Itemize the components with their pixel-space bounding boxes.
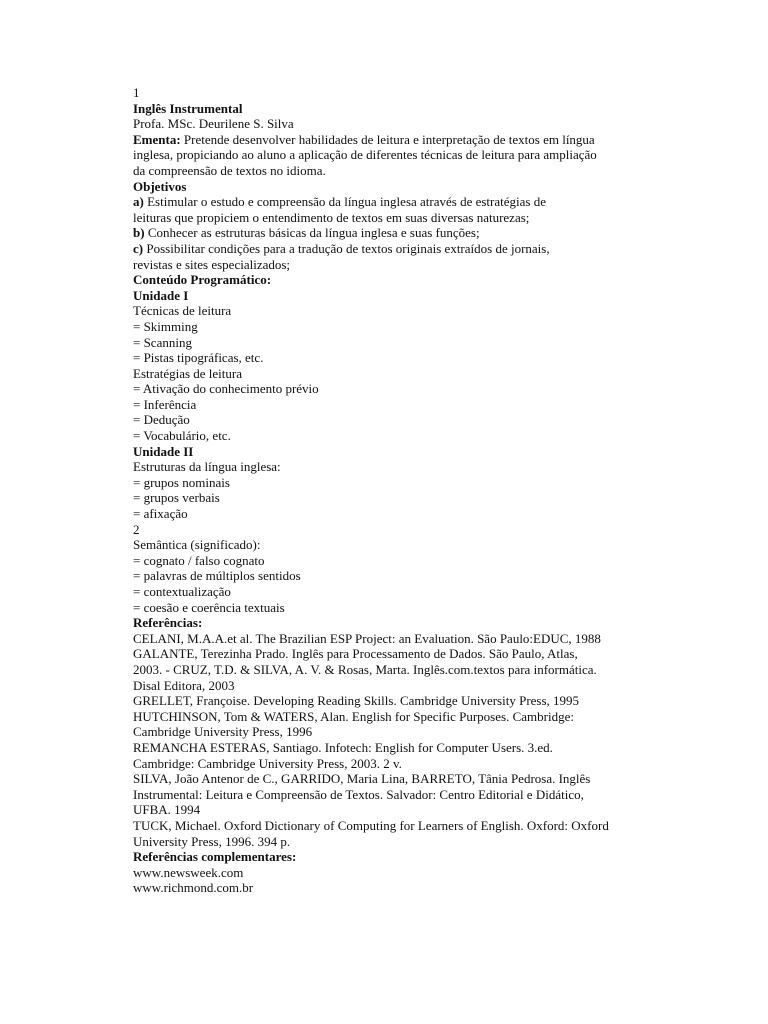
objective-b-label: b) bbox=[133, 225, 145, 241]
ementa-section bbox=[133, 132, 753, 179]
content-line: Técnicas de leitura bbox=[133, 303, 232, 319]
professor-name: Profa. MSc. Deurilene S. Silva bbox=[133, 116, 294, 132]
document-title: Inglês Instrumental bbox=[133, 100, 243, 116]
content-line: Estruturas da língua inglesa: bbox=[133, 459, 281, 475]
reference-line: Cambridge University Press, 1996 bbox=[133, 724, 313, 740]
content-line: = contextualização bbox=[133, 584, 231, 599]
reference-line: Disal Editora, 2003 bbox=[133, 677, 235, 693]
referencias-heading: Referências: bbox=[133, 615, 203, 631]
reference-line: REMANCHA ESTERAS, Santiago. Infotech: English for Computer Users. 3.ed. bbox=[133, 739, 553, 755]
document-page bbox=[133, 85, 753, 896]
reference-line: Cambridge: Cambridge University Press, 2003. 2 v. bbox=[133, 755, 402, 771]
objective-c-text: revistas e sites especializados; bbox=[133, 256, 291, 272]
reference-line: Instrumental: Leitura e Compreensão de Textos. Salvador: Centro Editorial e Didático, bbox=[133, 786, 584, 802]
content-line: Estratégias de leitura bbox=[133, 365, 243, 381]
complementares-heading: Referências complementares: bbox=[133, 849, 297, 865]
content-line: = Scanning bbox=[133, 334, 192, 350]
reference-line: GALANTE, Terezinha Prado. Inglês para Processamento de Dados. São Paulo, Atlas, bbox=[133, 646, 578, 662]
content-line: = grupos nominais bbox=[133, 474, 230, 490]
content-line: = grupos verbais bbox=[133, 490, 220, 506]
page-number: 1 bbox=[133, 85, 140, 100]
objective-b-text: Conhecer as estruturas básicas da língua inglesa e suas funções; bbox=[144, 225, 480, 241]
unidade-1-heading: Unidade I bbox=[133, 287, 189, 303]
content-line: = coesão e coerência textuais bbox=[133, 599, 285, 615]
reference-line: HUTCHINSON, Tom & WATERS, Alan. English for Specific Purposes. Cambridge: bbox=[133, 708, 574, 724]
content-line: = Inferência bbox=[133, 396, 197, 412]
referencias-section bbox=[133, 615, 753, 849]
web-link: www.richmond.com.br bbox=[133, 880, 254, 896]
ementa-text: inglesa, propiciando ao aluno a aplicação de diferentes técnicas de leitura para ampliação bbox=[133, 147, 597, 163]
reference-line: University Press, 1996. 394 p. bbox=[133, 833, 291, 849]
content-line: = Ativação do conhecimento prévio bbox=[133, 381, 319, 397]
web-link: www.newsweek.com bbox=[133, 864, 244, 880]
content-line: = cognato / falso cognato bbox=[133, 552, 265, 568]
unidade-2-heading: Unidade II bbox=[133, 443, 194, 459]
objective-a-text: leituras que propiciem o entendimento de textos em suas diversas naturezas; bbox=[133, 209, 530, 225]
conteudo-heading: Conteúdo Programático: bbox=[133, 272, 272, 288]
reference-line: SILVA, João Antenor de C., GARRIDO, Maria Lina, BARRETO, Tânia Pedrosa. Inglês bbox=[133, 771, 591, 787]
objective-a-text: Estimular o estudo e compreensão da língua inglesa através de estratégias de bbox=[143, 194, 546, 210]
objective-a-label: a) bbox=[133, 194, 144, 210]
content-line: = Skimming bbox=[133, 318, 198, 334]
reference-line: CELANI, M.A.A.et al. The Brazilian ESP Project: an Evaluation. São Paulo:EDUC, 1988 bbox=[133, 630, 601, 646]
content-line: = palavras de múltiplos sentidos bbox=[133, 568, 301, 584]
complementares-section bbox=[133, 849, 753, 896]
reference-line: 2003. - CRUZ, T.D. & SILVA, A. V. & Rosas, Marta. Inglês.com.textos para informática. bbox=[133, 661, 597, 677]
content-line: = Pistas tipográficas, etc. bbox=[133, 350, 264, 366]
reference-line: GRELLET, Françoise. Developing Reading Skills. Cambridge University Press, 1995 bbox=[133, 693, 580, 709]
content-line: = afixação bbox=[133, 506, 188, 522]
objective-c-label: c) bbox=[133, 240, 144, 256]
unidade-2-section bbox=[133, 444, 753, 522]
page-number: 2 bbox=[133, 521, 140, 537]
objetivos-section bbox=[133, 179, 753, 273]
ementa-label: Ementa: bbox=[133, 131, 181, 147]
unidade-1-section bbox=[133, 288, 753, 444]
objetivos-heading: Objetivos bbox=[133, 178, 187, 194]
ementa-text: Pretende desenvolver habilidades de leitura e interpretação de textos em língua bbox=[180, 131, 595, 147]
reference-line: TUCK, Michael. Oxford Dictionary of Computing for Learners of English. Oxford: Oxford bbox=[133, 817, 609, 833]
ementa-text: da compreensão de textos no idioma. bbox=[133, 162, 326, 178]
content-line: Semântica (significado): bbox=[133, 537, 261, 553]
reference-line: UFBA. 1994 bbox=[133, 802, 201, 818]
content-line: = Dedução bbox=[133, 412, 190, 428]
content-line: = Vocabulário, etc. bbox=[133, 428, 231, 444]
objective-c-text: Possibilitar condições para a tradução de textos originais extraídos de jornais, bbox=[143, 240, 550, 256]
semantica-section bbox=[133, 537, 753, 615]
